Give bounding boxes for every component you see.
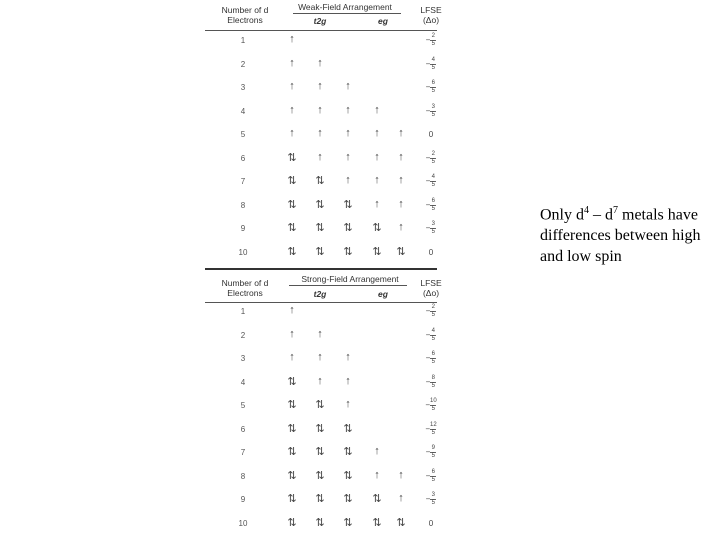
electron-count: 2 [240,59,246,69]
eg-orbital-spin: ↑ [374,150,378,163]
lfse-value [417,127,445,139]
number-column-header [210,278,280,298]
t2g-orbital-spin: ↑ [317,374,321,387]
table-row [205,196,437,218]
t2g-orbital-spin: ↑ [345,150,349,163]
electron-count: 6 [240,153,246,163]
lfse-sign: − [425,199,431,209]
lfse-fraction [430,57,436,72]
lfse-denominator: 5 [431,359,435,365]
t2g-orbital-spin: ⇅ [315,469,323,482]
t2g-orbital-spin: ⇅ [343,516,351,529]
lfse-fraction [430,492,436,507]
lfse-fraction [430,445,436,460]
spin-note [540,200,715,267]
eg-orbital-spin: ⇅ [372,493,380,505]
lfse-numerator: 2 [431,150,435,157]
lfse-denominator: 5 [431,476,435,483]
note-sup-end: 7 [613,205,618,216]
t2g-orbital-spin: ⇅ [315,516,323,529]
lfse-header [413,278,449,298]
t2g-orbital-spin: ⇅ [343,222,351,234]
lfse-header-line2: (Δo) [422,288,440,298]
lfse-sign: − [425,306,431,316]
lfse-value [417,492,445,507]
table-row [205,125,437,147]
lfse-sign: − [425,58,431,68]
t2g-orbital-spin: ⇅ [287,375,295,388]
lfse-value [417,151,445,166]
table-row [205,302,437,324]
lfse-sign: − [425,329,431,339]
lfse-denominator: 5 [431,88,435,94]
t2g-orbital-spin: ↑ [289,80,293,92]
electron-count: 7 [240,177,246,186]
lfse-fraction [430,398,437,413]
table-row [205,55,437,77]
lfse-sign: − [425,176,431,186]
lfse-denominator: 5 [431,406,435,412]
eg-orbital-spin: ⇅ [396,245,404,258]
table-row [205,467,437,489]
lfse-value [417,398,445,413]
table-row [205,149,437,171]
lfse-numerator: 0 [428,518,434,528]
note-prefix: Only d [540,206,584,224]
note-middle: – d [589,206,613,224]
lfse-value [417,375,445,390]
table-row [205,349,437,371]
lfse-denominator: 5 [431,429,435,436]
t2g-orbital-spin: ⇅ [315,446,323,458]
t2g-orbital-spin: ⇅ [343,493,351,505]
table-row [205,78,437,100]
t2g-orbital-spin: ⇅ [287,399,295,411]
lfse-denominator: 5 [431,64,435,71]
electron-count: 6 [240,424,246,434]
lfse-value [417,174,445,189]
lfse-numerator: 4 [431,56,435,63]
t2g-orbital-spin: ↑ [345,398,349,410]
lfse-value [417,304,445,319]
electron-count: 3 [240,354,246,363]
t2g-orbital-spin: ⇅ [343,422,351,435]
lfse-fraction [430,174,436,189]
lfse-sign: − [425,223,431,233]
eg-orbital-spin: ⇅ [372,222,380,234]
lfse-header-line1: LFSE [420,5,442,15]
lfse-fraction [430,351,436,366]
t2g-orbital-spin: ↑ [289,127,293,139]
lfse-denominator: 5 [431,158,435,165]
number-header-line1: Number of d [221,5,269,15]
eg-orbital-spin: ⇅ [372,245,380,258]
lfse-numerator: 9 [431,445,435,451]
eg-label: eg [378,289,388,299]
number-header-line2: Electrons [227,15,263,25]
lfse-sign: − [425,447,431,457]
lfse-fraction [430,469,436,484]
lfse-sign: − [425,105,431,115]
t2g-orbital-spin: ↑ [345,103,349,116]
lfse-value [417,328,445,343]
lfse-fraction [430,422,437,437]
lfse-header-line1: LFSE [420,278,442,288]
lfse-denominator: 5 [431,205,435,212]
t2g-orbital-spin: ↑ [289,351,293,363]
electron-count: 9 [240,224,246,233]
eg-orbital-spin: ↑ [398,174,402,186]
lfse-fraction [430,304,436,319]
eg-orbital-spin: ↑ [374,103,378,116]
lfse-value [417,80,445,95]
t2g-orbital-spin: ↑ [317,127,321,139]
lfse-denominator: 5 [431,312,435,318]
lfse-numerator: 12 [429,421,437,428]
t2g-orbital-spin: ⇅ [315,399,323,411]
lfse-numerator: 3 [431,221,435,227]
t2g-orbital-spin: ↑ [317,327,321,340]
lfse-sign: − [425,400,430,410]
eg-orbital-spin: ↑ [398,150,402,163]
t2g-orbital-spin: ⇅ [287,175,295,187]
eg-orbital-spin: ↑ [374,127,378,139]
lfse-sign: − [425,152,431,162]
lfse-numerator: 0 [428,247,434,257]
table-row [205,219,437,241]
t2g-orbital-spin: ⇅ [287,245,295,258]
eg-orbital-spin: ↑ [374,445,378,457]
electron-count: 5 [240,130,246,139]
t2g-orbital-spin: ↑ [317,80,321,92]
lfse-numerator: 6 [431,197,435,204]
lfse-numerator: 3 [431,103,435,110]
lfse-numerator: 0 [428,130,434,139]
t2g-orbital-spin: ↑ [289,33,293,45]
eg-orbital-spin: ↑ [374,468,378,481]
lfse-sign: − [425,82,431,92]
eg-orbital-spin: ↑ [374,174,378,186]
t2g-orbital-spin: ⇅ [343,245,351,258]
lfse-denominator: 5 [431,41,435,47]
eg-orbital-spin: ↑ [374,197,378,210]
strong-arrangement-title: Strong-Field Arrangement [301,274,399,284]
t2g-orbital-spin: ↑ [317,351,321,363]
lfse-value [417,469,445,484]
t2g-orbital-spin: ⇅ [287,422,295,435]
lfse-value [417,221,445,236]
electron-count: 10 [238,518,248,528]
eg-orbital-spin: ↑ [398,197,402,210]
header-underline [293,13,401,14]
electron-count: 4 [240,106,246,116]
lfse-sign: − [425,35,431,45]
lfse-denominator: 5 [431,111,435,118]
t2g-orbital-spin: ⇅ [287,151,295,164]
electron-count: 3 [240,83,246,92]
table-row [205,490,437,512]
table-row [205,172,437,194]
table-row [205,31,437,53]
lfse-sign: − [425,470,431,480]
lfse-value [417,445,445,460]
table-row [205,514,437,536]
lfse-denominator: 5 [431,500,435,506]
header-underline [289,285,407,286]
number-column-header [210,5,280,25]
lfse-denominator: 5 [431,229,435,235]
lfse-fraction [430,104,436,119]
table-row [205,102,437,124]
strong-field-table [205,270,442,540]
t2g-orbital-spin: ⇅ [287,446,295,458]
t2g-orbital-spin: ↑ [345,127,349,139]
t2g-orbital-spin: ⇅ [315,422,323,435]
note-sup-start: 4 [584,205,589,216]
number-header-line1: Number of d [221,278,269,288]
lfse-value [417,57,445,72]
t2g-label: t2g [313,16,327,26]
t2g-orbital-spin: ↑ [317,103,321,116]
lfse-numerator: 4 [431,327,435,334]
lfse-value [417,351,445,366]
t2g-label: t2g [313,289,327,299]
lfse-numerator: 4 [431,174,435,180]
lfse-value [417,422,445,437]
lfse-fraction [430,198,436,213]
lfse-fraction [430,33,436,48]
t2g-orbital-spin: ⇅ [287,469,295,482]
lfse-value [417,33,445,48]
eg-orbital-spin: ↑ [398,221,402,233]
lfse-numerator: 6 [431,80,435,86]
electron-count: 8 [240,200,246,210]
lfse-denominator: 5 [431,382,435,389]
lfse-sign: − [425,376,431,386]
table-row [205,396,437,418]
table-row [205,373,437,395]
t2g-orbital-spin: ↑ [317,150,321,163]
t2g-orbital-spin: ⇅ [315,245,323,258]
t2g-orbital-spin: ↑ [317,56,321,69]
electron-count: 8 [240,471,246,481]
t2g-orbital-spin: ↑ [345,174,349,186]
number-header-line2: Electrons [227,288,263,298]
electron-count: 10 [238,247,248,257]
eg-label: eg [378,16,388,26]
t2g-orbital-spin: ⇅ [343,198,351,211]
lfse-fraction [430,328,436,343]
weak-arrangement-title: Weak-Field Arrangement [298,2,392,12]
eg-orbital-spin: ⇅ [396,516,404,529]
lfse-fraction [430,80,436,95]
t2g-orbital-spin: ⇅ [287,493,295,505]
t2g-orbital-spin: ↑ [289,103,293,116]
lfse-value [417,104,445,119]
electron-count: 4 [240,377,246,387]
t2g-orbital-spin: ⇅ [287,198,295,211]
lfse-numerator: 8 [431,374,435,381]
weak-field-table [205,0,442,268]
t2g-orbital-spin: ⇅ [343,469,351,482]
t2g-orbital-spin: ⇅ [315,493,323,505]
lfse-value [417,198,445,213]
electron-count: 1 [240,36,246,45]
table-row [205,326,437,348]
lfse-numerator: 10 [429,398,437,404]
electron-count: 9 [240,495,246,504]
t2g-orbital-spin: ⇅ [287,222,295,234]
eg-orbital-spin: ⇅ [372,516,380,529]
lfse-numerator: 6 [431,351,435,357]
t2g-orbital-spin: ↑ [289,327,293,340]
table-row [205,443,437,465]
note-suffix: metals have differences between high and low spin [540,206,701,266]
t2g-orbital-spin: ⇅ [287,516,295,529]
lfse-sign: − [425,423,430,433]
t2g-orbital-spin: ↑ [289,56,293,69]
lfse-value [417,245,445,257]
lfse-numerator: 2 [431,304,435,310]
lfse-numerator: 3 [431,492,435,498]
eg-orbital-spin: ↑ [398,492,402,504]
lfse-fraction [430,151,436,166]
t2g-orbital-spin: ⇅ [315,175,323,187]
table-row [205,420,437,442]
t2g-orbital-spin: ↑ [289,304,293,316]
lfse-header-line2: (Δo) [422,15,440,25]
lfse-numerator: 2 [431,33,435,39]
t2g-orbital-spin: ↑ [345,80,349,92]
t2g-orbital-spin: ⇅ [315,198,323,211]
eg-orbital-spin: ↑ [398,468,402,481]
lfse-denominator: 5 [431,453,435,459]
electron-count: 1 [240,307,246,316]
t2g-orbital-spin: ↑ [345,351,349,363]
table-row [205,243,437,265]
lfse-denominator: 5 [431,182,435,188]
electron-count: 2 [240,330,246,340]
lfse-value [417,516,445,528]
lfse-fraction [430,375,436,390]
t2g-orbital-spin: ↑ [345,374,349,387]
t2g-orbital-spin: ⇅ [315,222,323,234]
lfse-sign: − [425,353,431,363]
lfse-denominator: 5 [431,335,435,342]
electron-count: 5 [240,401,246,410]
lfse-fraction [430,221,436,236]
lfse-numerator: 6 [431,468,435,475]
t2g-orbital-spin: ⇅ [343,446,351,458]
lfse-header [413,5,449,25]
eg-orbital-spin: ↑ [398,127,402,139]
electron-count: 7 [240,448,246,457]
lfse-sign: − [425,494,431,504]
